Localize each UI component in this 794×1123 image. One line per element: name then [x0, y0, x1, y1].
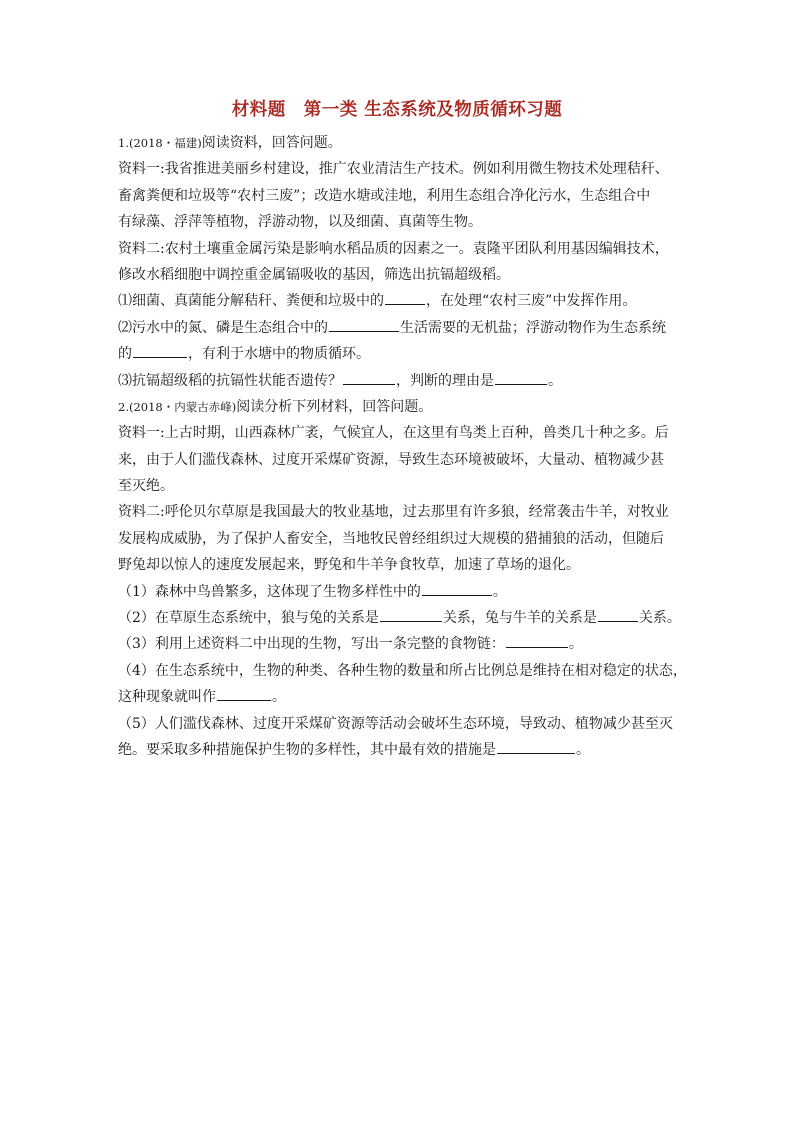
q2-s1-text-a: （1）森林中鸟兽繁多，这体现了生物多样性中的 [118, 583, 421, 600]
q2-subquestion-4-cont [118, 684, 688, 710]
answer-blank[interactable] [217, 685, 271, 701]
q1-source: 1.(2018・福建) [118, 136, 202, 150]
q1-s1-text-a: ⑴细菌、真菌能分解秸秆、粪便和垃圾中的 [118, 293, 384, 310]
page-title: 材料题 第一类 生态系统及物质循环习题 [231, 100, 563, 120]
q1-material1-line2: 畜禽粪便和垃圾等“农村三废”；改造水塘或洼地，利用生态组合净化污水，生态组合中 [118, 187, 651, 204]
answer-blank[interactable] [506, 632, 568, 648]
q2-material1-line2: 来，由于人们滥伐森林、过度开采煤矿资源，导致生态环境被破坏，大量动、植物减少甚 [118, 451, 664, 468]
answer-blank[interactable] [598, 606, 638, 622]
q1-material2-line2: 修改水稻细胞中调控重金属镉吸收的基因，筛选出抗镉超级稻。 [118, 266, 510, 283]
q1-material1-line3: 有绿藻、浮萍等植物，浮游动物，以及细菌、真菌等生物。 [118, 214, 482, 231]
q2-s5-text-b: 绝。要采取多种措施保护生物的多样性，其中最有效的措施是 [118, 741, 496, 758]
answer-blank[interactable] [133, 342, 187, 358]
answer-blank[interactable] [497, 738, 575, 754]
q1-s1-text-b: ，在处理“农村三废”中发挥作用。 [426, 293, 637, 310]
q2-s3-text-b: 。 [568, 636, 583, 653]
q2-subquestion-5: （5）人们滥伐森林、过度开采煤矿资源等活动会破坏生态环境，导致动、植物减少甚至灭 [118, 715, 673, 732]
q1-material1-line1: 资料一:我省推进美丽乡村建设，推广农业清洁生产技术。例如利用微生物技术处理秸秆、 [118, 161, 669, 178]
answer-blank[interactable] [385, 289, 425, 305]
q2-s3-text-a: （3）利用上述资料二中出现的生物，写出一条完整的食物链： [118, 636, 505, 653]
q2-subquestion-4: （4）在生态系统中，生物的种类、各种生物的数量和所占比例总是维持在相对稳定的状态， [118, 662, 687, 679]
q1-s2-text-d: ，有利于水塘中的物质循环。 [188, 346, 370, 363]
q2-material2-line2: 发展构成威胁，为了保护人畜安全，当地牧民曾经组织过大规模的猎捕狼的活动，但随后 [118, 530, 664, 547]
q2-subquestion-2 [118, 605, 688, 631]
q1-s3-text-a: ⑶抗镉超级稻的抗镉性状能否遗传？ [118, 372, 342, 389]
q1-s2-text-c: 的 [118, 346, 132, 363]
q1-s2-text-b: 生活需要的无机盐；浮游动物作为生态系统 [400, 319, 666, 336]
q2-subquestion-3 [118, 631, 688, 657]
q2-s2-text-b: 关系，兔与牛羊的关系是 [442, 610, 597, 627]
q2-material2-line3: 野兔却以惊人的速度发展起来，野兔和牛羊争食牧草，加速了草场的退化。 [118, 557, 580, 574]
q2-source: 2.(2018・内蒙古赤峰) [118, 399, 237, 414]
q1-subquestion-2-cont [118, 341, 688, 367]
q2-intro: 阅读分析下列材料，回答问题。 [236, 398, 433, 415]
q2-s1-text-b: 。 [492, 583, 507, 600]
q2-s4-text-b: 这种现象就叫作 [118, 689, 216, 706]
answer-blank[interactable] [329, 316, 399, 332]
q1-subquestion-2 [118, 315, 688, 341]
q1-intro: 阅读资料，回答问题。 [201, 135, 342, 151]
q2-s2-text-a: （2）在草原生态系统中，狼与兔的关系是 [118, 610, 379, 627]
q2-material1-line3: 至灭绝。 [118, 478, 174, 495]
answer-blank[interactable] [380, 606, 442, 622]
q1-s3-text-c: 。 [548, 372, 562, 389]
answer-blank[interactable] [343, 369, 395, 385]
q1-header [118, 130, 688, 156]
q1-s2-text-a: ⑵污水中的氮、磷是生态组合中的 [118, 319, 328, 336]
document-body [118, 130, 688, 763]
q2-subquestion-5-cont [118, 737, 688, 763]
q2-material2-line1: 资料二:呼伦贝尔草原是我国最大的牧业基地，过去那里有许多狼，经常袭击牛羊，对牧业 [118, 504, 669, 521]
q1-subquestion-3 [118, 368, 688, 394]
q2-header [118, 394, 688, 420]
q2-s2-text-c: 关系。 [638, 610, 681, 627]
answer-blank[interactable] [495, 369, 547, 385]
q2-material1-line1: 资料一:上古时期，山西森林广袤，气候宜人，在这里有鸟类上百种，兽类几十种之多。后 [118, 425, 669, 442]
q1-material2-line1: 资料二:农村土壤重金属污染是影响水稻品质的因素之一。袁隆平团队利用基因编辑技术， [118, 240, 669, 257]
q2-s4-text-c: 。 [272, 689, 286, 706]
q2-subquestion-1 [118, 579, 688, 605]
q2-s5-text-c: 。 [576, 741, 590, 758]
answer-blank[interactable] [422, 580, 492, 596]
q1-subquestion-1 [118, 288, 688, 314]
q1-s3-text-b: ，判断的理由是 [396, 372, 494, 389]
